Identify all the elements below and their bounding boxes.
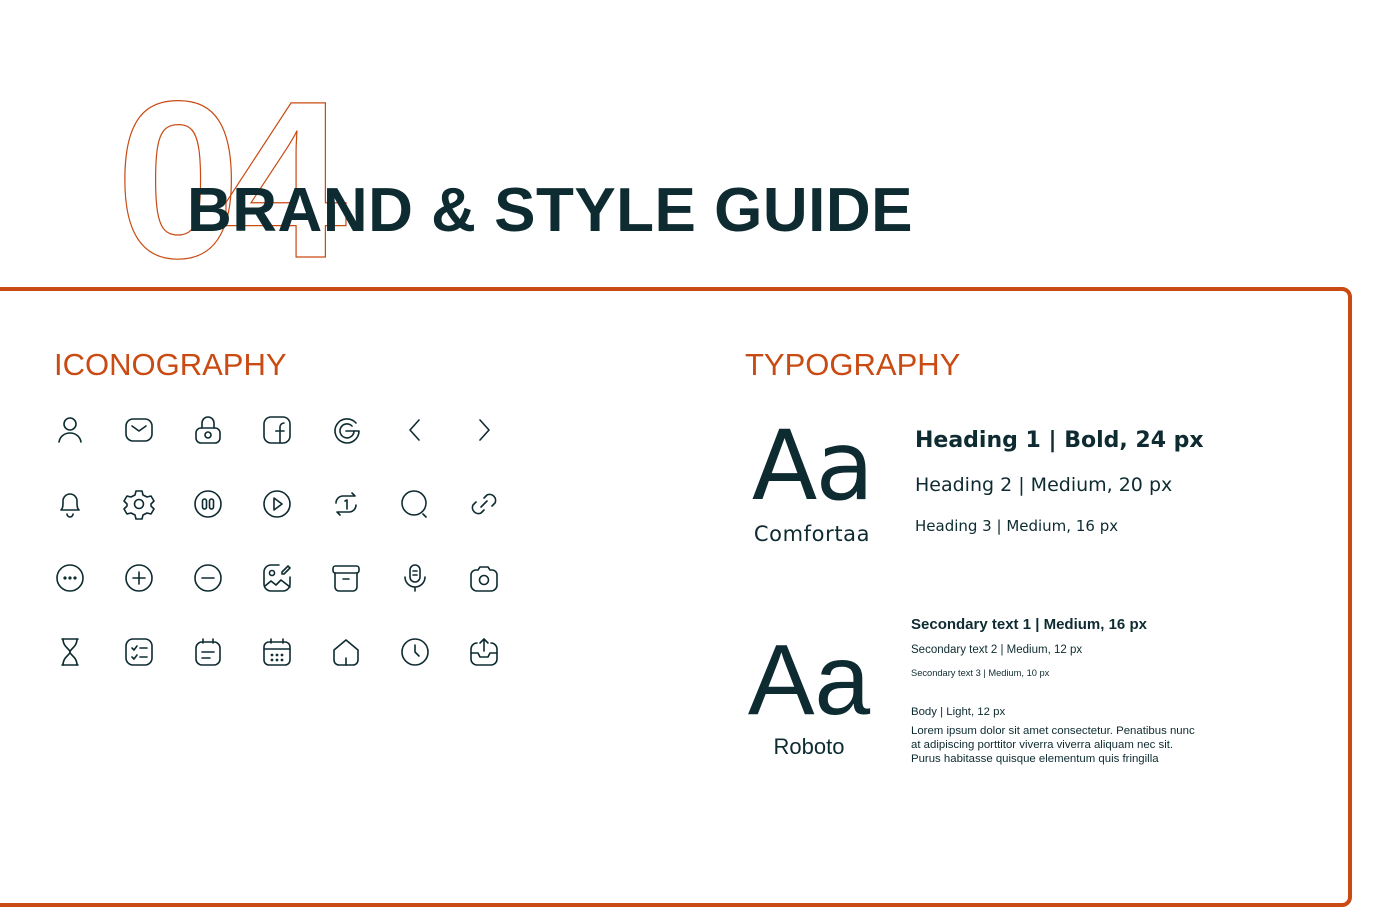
microphone-icon (397, 560, 433, 596)
body-label: Body | Light, 12 px (911, 706, 1006, 718)
heading-2-sample: Heading 2 | Medium, 20 px (915, 474, 1173, 496)
minus-circle-icon (190, 560, 226, 596)
note-icon (190, 634, 226, 670)
user-icon (52, 412, 88, 448)
play-icon (259, 486, 295, 522)
plus-circle-icon (121, 560, 157, 596)
page-title: BRAND & STYLE GUIDE (187, 176, 913, 245)
bell-icon (52, 486, 88, 522)
heading-3-sample: Heading 3 | Medium, 16 px (915, 517, 1119, 535)
search-icon (397, 486, 433, 522)
upload-tray-icon (466, 634, 502, 670)
link-icon (466, 486, 502, 522)
google-icon (328, 412, 364, 448)
typography-title: TYPOGRAPHY (745, 347, 961, 382)
section-number: 04 (116, 55, 330, 305)
facebook-icon (259, 412, 295, 448)
more-icon (52, 560, 88, 596)
camera-icon (466, 560, 502, 596)
heading-1-sample: Heading 1 | Bold, 24 px (915, 428, 1204, 453)
icon-grid (52, 412, 535, 708)
repeat-one-icon (328, 486, 364, 522)
secondary-text-3-sample: Secondary text 3 | Medium, 10 px (911, 668, 1050, 678)
settings-icon (121, 486, 157, 522)
image-edit-icon (259, 560, 295, 596)
body-sample-text: Lorem ipsum dolor sit amet consectetur. Penatibus nunc at adipiscing porttitor viverra viverra aliquam nec sit. Purus habitasse quisque elementum quis fringilla (911, 725, 1195, 765)
hourglass-icon (52, 634, 88, 670)
pause-icon (190, 486, 226, 522)
clock-icon (397, 634, 433, 670)
lock-icon (190, 412, 226, 448)
chevron-right-icon (466, 412, 502, 448)
iconography-title: ICONOGRAPHY (54, 347, 287, 382)
home-icon (328, 634, 364, 670)
comfortaa-specimen (742, 410, 882, 546)
secondary-text-2-sample: Secondary text 2 | Medium, 12 px (911, 644, 1083, 656)
comfortaa-name: Comfortaa (753, 522, 871, 546)
checklist-icon (121, 634, 157, 670)
roboto-sample: Aa (747, 624, 871, 736)
chevron-left-icon (397, 412, 433, 448)
roboto-specimen (745, 624, 873, 760)
comfortaa-sample: Aa (751, 410, 873, 522)
roboto-name: Roboto (773, 734, 845, 759)
calendar-icon (259, 634, 295, 670)
mail-icon (121, 412, 157, 448)
archive-icon (328, 560, 364, 596)
secondary-text-1-sample: Secondary text 1 | Medium, 16 px (911, 616, 1147, 633)
